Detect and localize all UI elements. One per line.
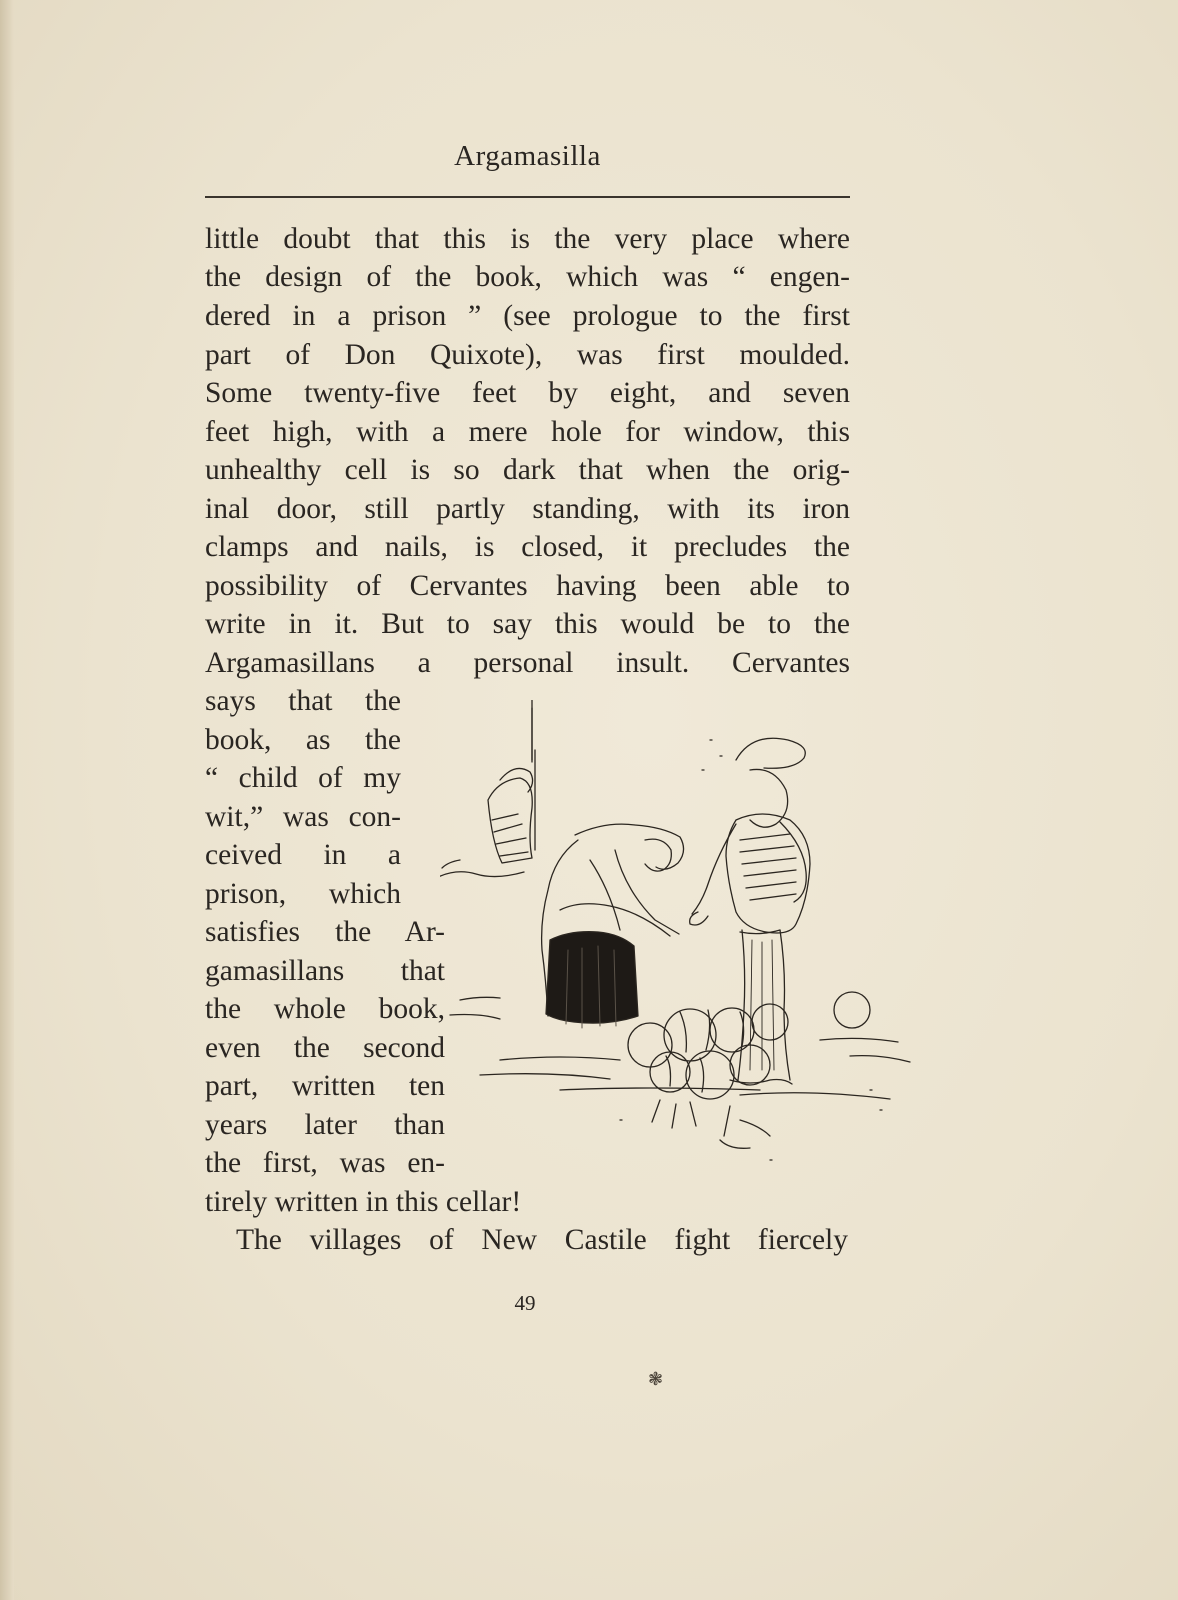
text-line: says that the [205, 685, 401, 717]
text-line: Some twenty-five feet by eight, and seven [205, 377, 850, 409]
text-line: wit,” was con- [205, 801, 401, 833]
text-line: part of Don Quixote), was first moulded. [205, 339, 850, 371]
text-line: ceived in a [205, 839, 401, 871]
text-line: feet high, with a mere hole for window, this [205, 416, 850, 448]
text-line: years later than [205, 1109, 445, 1141]
printer-ornament: ❃ [648, 1369, 664, 1389]
text-line: inal door, still partly standing, with its iron [205, 493, 850, 525]
text-line: clamps and nails, is closed, it precludes the [205, 531, 850, 563]
gutter-shadow [0, 0, 14, 1600]
text-line: tirely written in this cellar! [205, 1186, 522, 1218]
text-line: Argamasillans a personal insult. Cervantes [205, 647, 850, 679]
page-number: 49 [514, 1291, 536, 1315]
text-line: unhealthy cell is so dark that when the orig- [205, 454, 850, 486]
engraving-illustration [440, 700, 920, 1180]
text-line: even the second [205, 1032, 445, 1064]
text-line: write in it. But to say this would be to the [205, 608, 850, 640]
text-line: satisfies the Ar- [205, 916, 445, 948]
text-line: part, written ten [205, 1070, 445, 1102]
text-line: prison, which [205, 878, 401, 910]
text-line: little doubt that this is the very place where [205, 223, 850, 255]
text-line: dered in a prison ” (see prologue to the first [205, 300, 850, 332]
text-line: gamasillans that [205, 955, 445, 987]
text-line: the first, was en- [205, 1147, 445, 1179]
text-line: book, as the [205, 724, 401, 756]
head-rule [205, 196, 850, 198]
text-line: the whole book, [205, 993, 445, 1025]
running-head: Argamasilla [454, 140, 601, 172]
text-line: the design of the book, which was “ engen- [205, 261, 850, 293]
text-line: possibility of Cervantes having been able to [205, 570, 850, 602]
text-line: “ child of my [205, 762, 401, 794]
text-line: The villages of New Castile fight fiercely [236, 1224, 848, 1256]
